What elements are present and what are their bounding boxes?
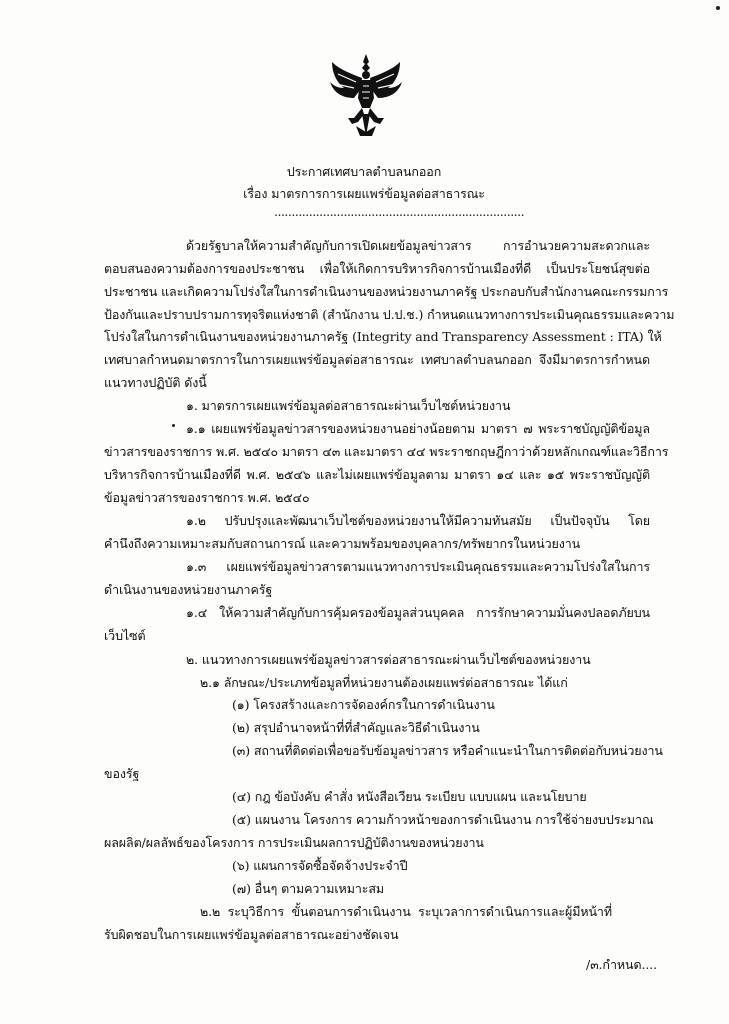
item-1-3-line: ดำเนินงานของหน่วยงานภาครัฐ: [104, 582, 273, 597]
intro-line: ด้วยรัฐบาลให้ความสำคัญกับการเปิดเผยข้อมูลข่าวสาร การอำนวยความสะดวกและ: [186, 238, 650, 253]
list-item: (๖) แผนการจัดซื้อจัดจ้างประจำปี: [232, 858, 408, 873]
intro-line: แนวทางปฏิบัติ ดังนี้: [104, 375, 207, 390]
list-item: ผลผลิต/ผลลัพธ์ของโครงการ การประเมินผลการปฏิบัติงานของหน่วยงาน: [104, 835, 484, 850]
list-item: (๕) แผนงาน โครงการ ความก้าวหน้าของการดำเนินงาน การใช้จ่ายงบประมาณ: [232, 812, 654, 827]
item-1-4-line: ๑.๔ ให้ความสำคัญกับการคุ้มครองข้อมูลส่วนบุคคล การรักษาความมั่นคงปลอดภัยบน: [186, 605, 650, 620]
list-item: (๒) สรุปอำนาจหน้าที่ที่สำคัญและวิธีดำเนินงาน: [232, 720, 480, 735]
intro-line: ประชาชน และเกิดความโปร่งใสในการดำเนินงานของหน่วยงานภาครัฐ ประกอบกับสำนักงานคณะกรรมการ: [104, 284, 669, 299]
list-item: (๓) สถานที่ติดต่อเพื่อขอรับข้อมูลข่าวสาร หรือคำแนะนำในการติดต่อกับหน่วยงาน: [232, 743, 663, 758]
issuer-title: ประกาศเทศบาลตำบลนกออก: [286, 164, 442, 179]
garuda-emblem-icon: [326, 52, 406, 138]
section-2-heading: ๒. แนวทางการเผยแพร่ข้อมูลข่าวสารต่อสาธารณะผ่านเว็บไซต์ของหน่วยงาน: [186, 652, 591, 667]
item-1-1-line: ข้อมูลข่าวสารของราชการ พ.ศ. ๒๕๔๐: [104, 490, 310, 505]
list-item: (๑) โครงสร้างและการจัดองค์กรในการดำเนินงาน: [232, 697, 495, 712]
page-continuation: /๓.กำหนด....: [586, 957, 658, 972]
item-1-2-line: คำนึงถึงความเหมาะสมกับสถานการณ์ และความพร้อมของบุคลากร/ทรัพยากรในหน่วยงาน: [104, 536, 581, 551]
intro-line: ป้องกันและปราบปรามการทุจริตแห่งชาติ (สำนักงาน ป.ป.ช.) กำหนดแนวทางการประเมินคุณธรรมและความ: [104, 307, 675, 322]
header-divider: ........................................................................: [274, 204, 525, 219]
list-item: ของรัฐ: [104, 766, 140, 781]
item-2-2-line: ๒.๒ ระบุวิธีการ ขั้นตอนการดำเนินงาน ระบุเวลาการดำเนินการและผู้มีหน้าที่: [200, 904, 612, 919]
item-1-2-line: ๑.๒ ปรับปรุงและพัฒนาเว็บไซต์ของหน่วยงานให้มีความทันสมัย เป็นปัจจุบัน โดย: [186, 513, 650, 528]
intro-line: เทศบาลกำหนดมาตรการในการเผยแพร่ข้อมูลต่อสาธารณะ เทศบาลตำบลนกออก จึงมีมาตรการกำหนด: [104, 352, 650, 367]
scan-speck: [716, 6, 720, 10]
list-item: (๔) กฎ ข้อบังคับ คำสั่ง หนังสือเวียน ระเบียบ แบบแผน และนโยบาย: [232, 789, 587, 804]
item-1-1-line: ๑.๑ เผยแพร่ข้อมูลข่าวสารของหน่วยงานอย่างน้อยตาม มาตรา ๗ พระราชบัญญัติข้อมูล: [186, 421, 650, 436]
item-1-1-line: ข่าวสารของราชการ พ.ศ. ๒๕๔๐ มาตรา ๔๓ และมาตรา ๔๔ พระราชกฤษฎีกาว่าด้วยหลักเกณฑ์และวิธีการ: [104, 444, 669, 459]
intro-line: โปร่งใสในการดำเนินงานของหน่วยงานภาครัฐ (Integrity and Transparency Assessment : ITA) ให้: [104, 329, 662, 344]
item-1-1-line: บริหารกิจการบ้านเมืองที่ดี พ.ศ. ๒๕๔๖ และไม่เผยแพร่ข้อมูลตาม มาตรา ๑๔ และ ๑๕ พระราชบัญญัติ: [104, 467, 650, 482]
scan-speck: [172, 424, 175, 427]
list-item: (๗) อื่นๆ ตามความเหมาะสม: [232, 881, 385, 896]
item-2-2-line: รับผิดชอบในการเผยแพร่ข้อมูลต่อสาธารณะอย่างชัดเจน: [104, 927, 399, 942]
section-1-heading: ๑. มาตรการเผยแพร่ข้อมูลต่อสาธารณะผ่านเว็บไซต์หน่วยงาน: [186, 398, 511, 413]
item-2-1-heading: ๒.๑ ลักษณะ/ประเภทข้อมูลที่หน่วยงานต้องเผยแพร่ต่อสาธารณะ ได้แก่: [200, 675, 568, 690]
item-1-4-line: เว็บไซต์: [104, 628, 146, 643]
item-1-3-line: ๑.๓ เผยแพร่ข้อมูลข่าวสารตามแนวทางการประเมินคุณธรรมและความโปร่งใสในการ: [186, 559, 650, 574]
subject-title: เรื่อง มาตรการการเผยแพร่ข้อมูลต่อสาธารณะ: [243, 186, 485, 201]
intro-line: ตอบสนองความต้องการของประชาชน เพื่อให้เกิดการบริหารกิจการบ้านเมืองที่ดี เป็นประโยชน์สุขต่อ: [104, 261, 650, 276]
